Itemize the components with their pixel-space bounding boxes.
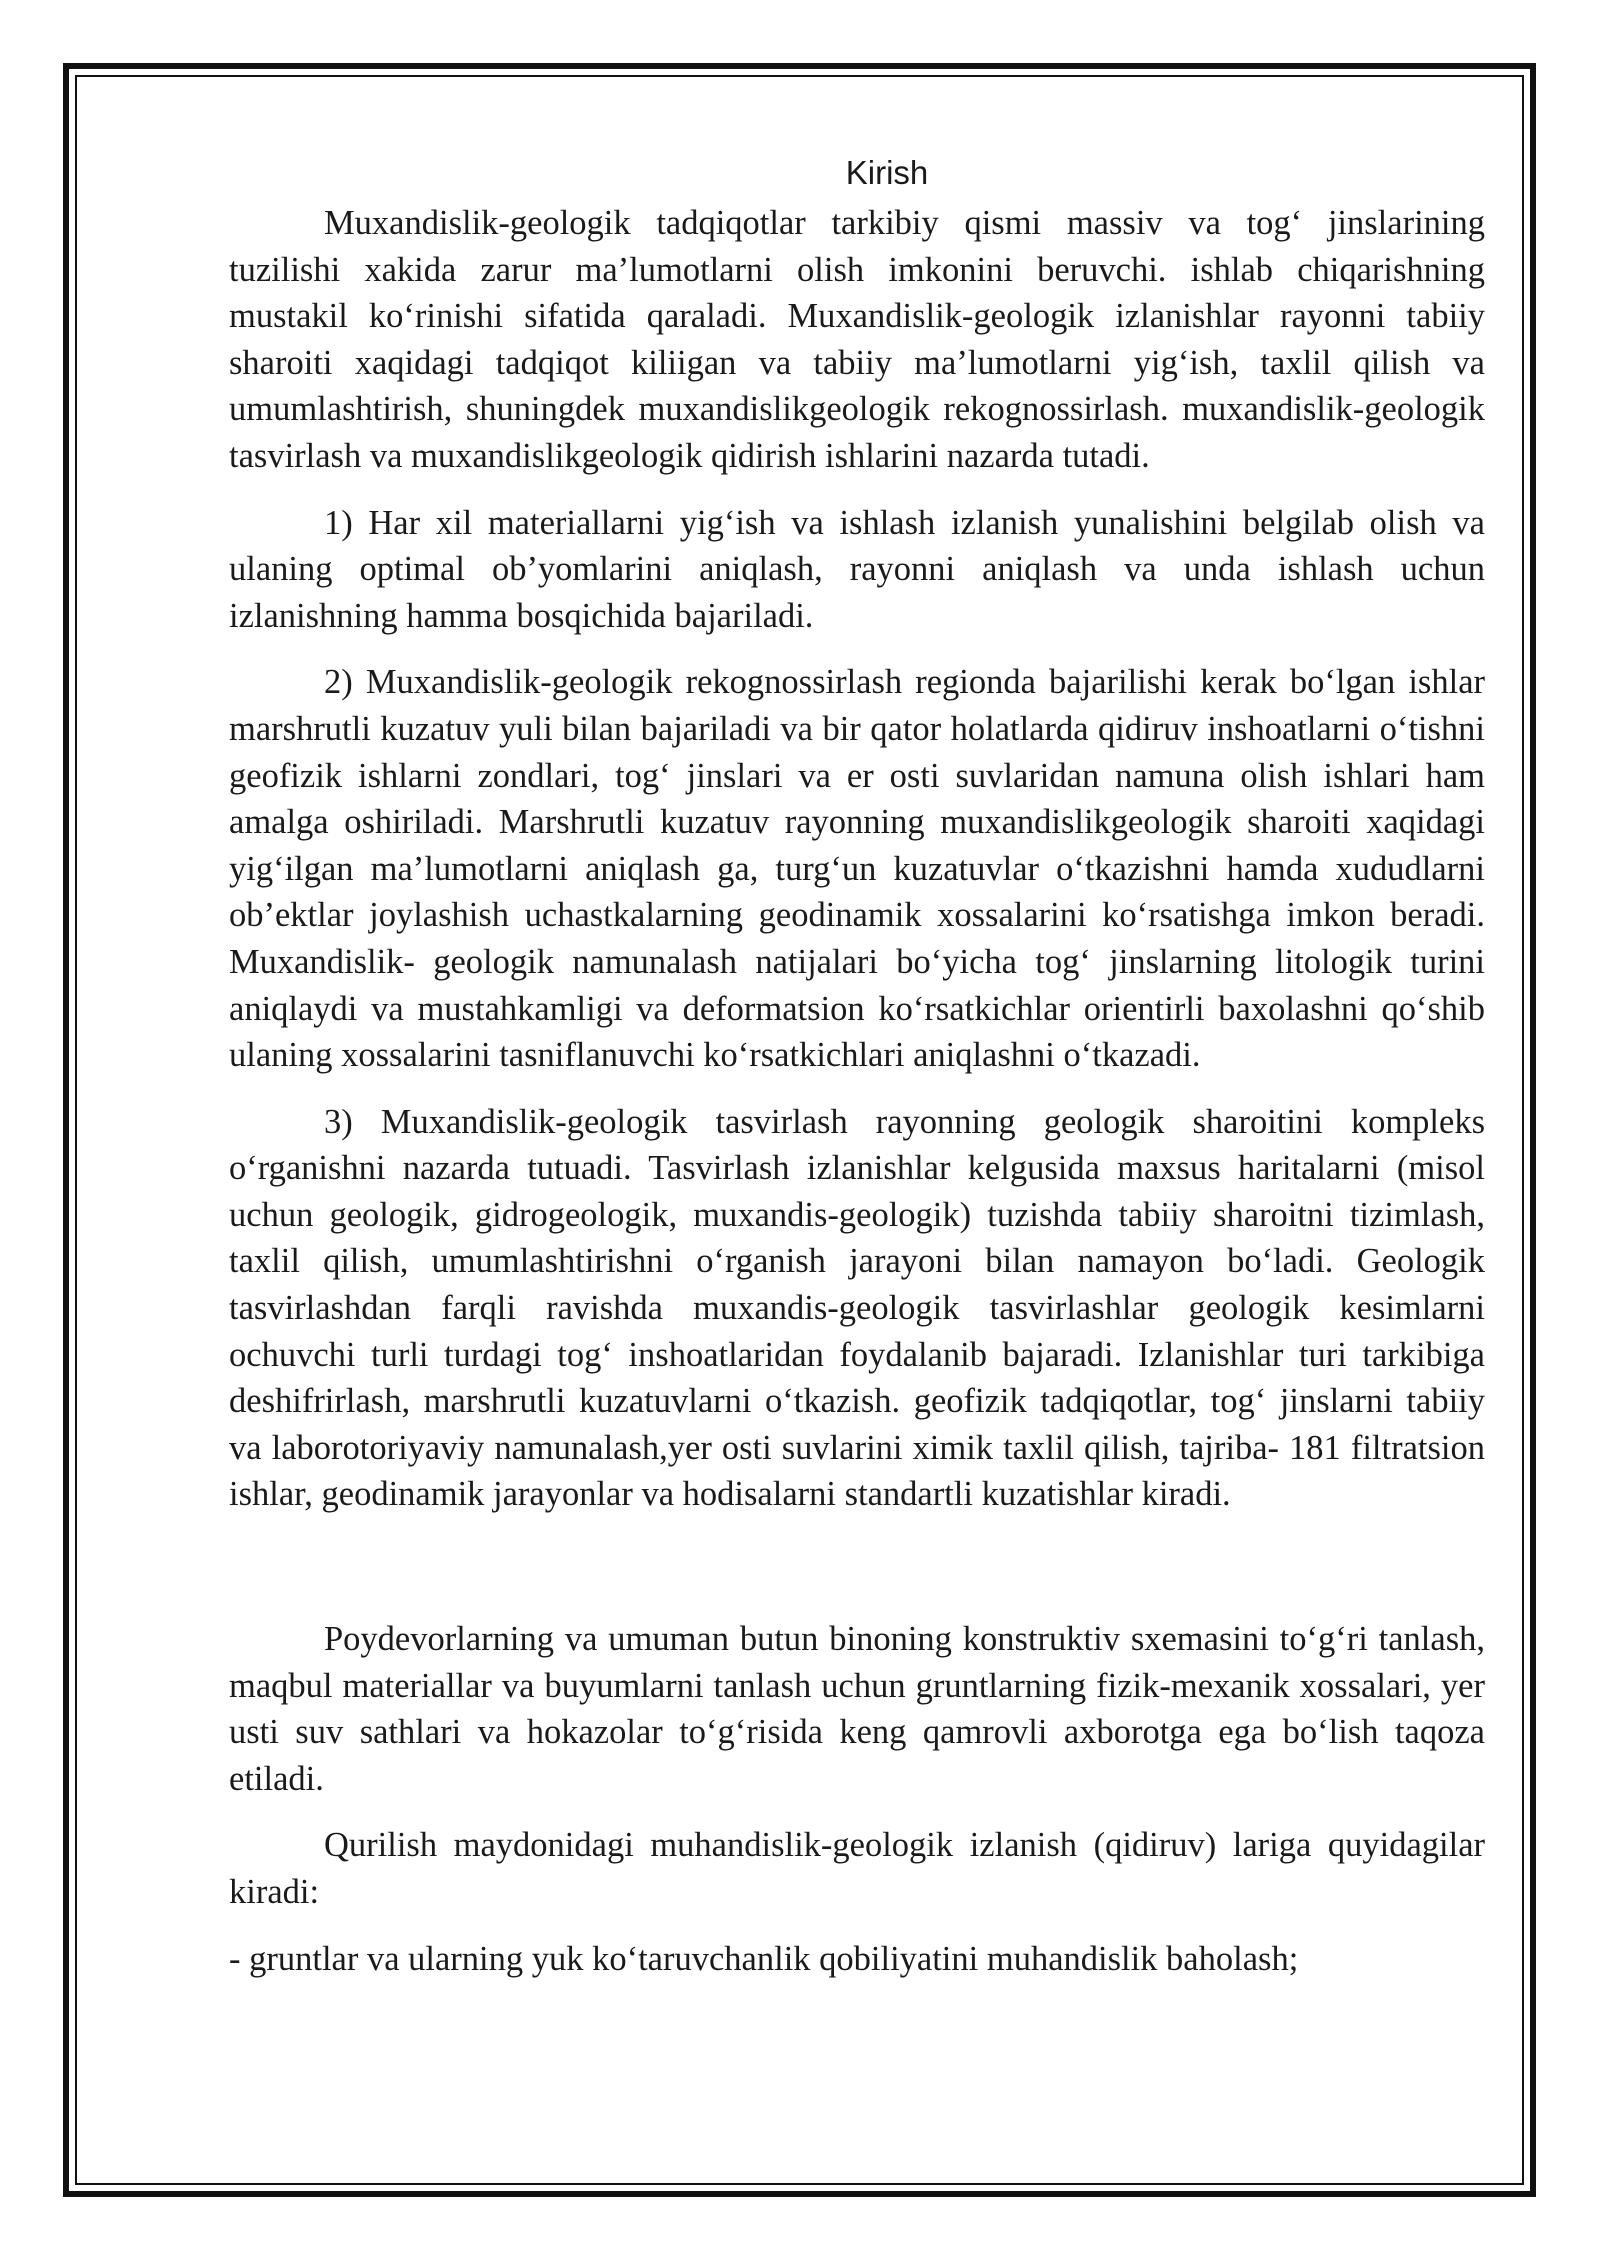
section-spacer [229,1518,1485,1616]
paragraph-item-3: 3) Muxandislik-geologik tasvirlash rayonning geologik sharoitini kompleks o‘rganishni nazarda tutuadi. Tasvirlash izlanishlar kelgusida maxsus haritalarni (misol uchun geologik, gidrogeologik, muxandis-geologik) tuzishda tabiiy sharoitni tizimlash, taxlil qilish, umumlashtirishni o‘rganish jarayoni bilan namayon bo‘ladi. Geologik tasvirlashdan farqli ravishda muxandis-geologik tasvirlashlar geologik kesimlarni ochuvchi turli turdagi tog‘ inshoatlaridan foydalanib bajaradi. Izlanishlar turi tarkibiga deshifrirlash, marshrutli kuzatuvlarni o‘tkazish. geofizik tadqiqotlar, tog‘ jinslarni tabiiy va laborotoriyaviy namunalash,yer osti suvlarini ximik taxlil qilish, tajriba- 181 filtratsion ishlar, geodinamik jarayonlar va hodisalarni standartli kuzatishlar kiradi. [229,1102,1485,1514]
paragraph-survey-list-intro: Qurilish maydonidagi muhandislik-geologik izlanish (qidiruv) lariga quyidagilar kiradi: [229,1826,1485,1911]
paragraph-intro: Muxandislik-geologik tadqiqotlar tarkibiy qismi massiv va tog‘ jinslarining tuzilishi xakida zarur ma’lumotlarni olish imkonini beruvchi. ishlab chiqarishning mustakil ko‘rinishi sifatida qaraladi. Muxandislik-geologik izlanishlar rayonni tabiiy sharoiti xaqidagi tadqiqot kiliigan va tabiiy ma’lumotlarni yig‘ish, taxlil qilish va umumlashtirish, shuningdek muxandislikgeologik rekognossirlash. muxandislik-geologik tasvirlash va muxandislikgeologik qidirish ishlarini nazarda tutadi. [229,204,1485,475]
paragraph-foundations: Poydevorlarning va umuman butun binoning konstruktiv sxemasini to‘g‘ri tanlash, maqbul materiallar va buyumlarni tanlash uchun gruntlarning fizik-mexanik xossalari, yer usti suv sathlari va hokazolar to‘g‘risida keng qamrovli axborotga ega bo‘lish taqoza etiladi. [229,1620,1485,1798]
list-item: - gruntlar va ularning yuk ko‘taruvchanlik qobiliyatini muhandislik baholash; [229,1939,1299,1978]
document-body [229,150,1485,1982]
paragraph-item-1: 1) Har xil materiallarni yig‘ish va ishlash izlanish yunalishini belgilab olish va ulaning optimal ob’yomlarini aniqlash, rayonni aniqlash va unda ishlash uchun izlanishning hamma bosqichida bajariladi. [229,503,1485,635]
document-title: Kirish [845,154,929,191]
paragraph-item-2: 2) Muxandislik-geologik rekognossirlash regionda bajarilishi kerak bo‘lgan ishlar marshrutli kuzatuv yuli bilan bajariladi va bir qator holatlarda qidiruv inshoatlarni o‘tishni geofizik ishlarni zondlari, tog‘ jinslari va er osti suvlaridan namuna olish ishlari ham amalga oshiriladi. Marshrutli kuzatuv rayonning muxandislikgeologik sharoiti xaqidagi yig‘ilgan ma’lumotlarni aniqlash ga, turg‘un kuzatuvlar o‘tkazishni hamda xududlarni ob’ektlar joylashish uchastkalarning geodinamik xossalarini ko‘rsatishga imkon beradi. Muxandislik- geologik namunalash natijalari bo‘yicha tog‘ jinslarning litologik turini aniqlaydi va mustahkamligi va deformatsion ko‘rsatkichlar orientirli baxolashni qo‘shib ulaning xossalarini tasniflanuvchi ko‘rsatkichlari aniqlashni o‘tkazadi. [229,663,1485,1075]
